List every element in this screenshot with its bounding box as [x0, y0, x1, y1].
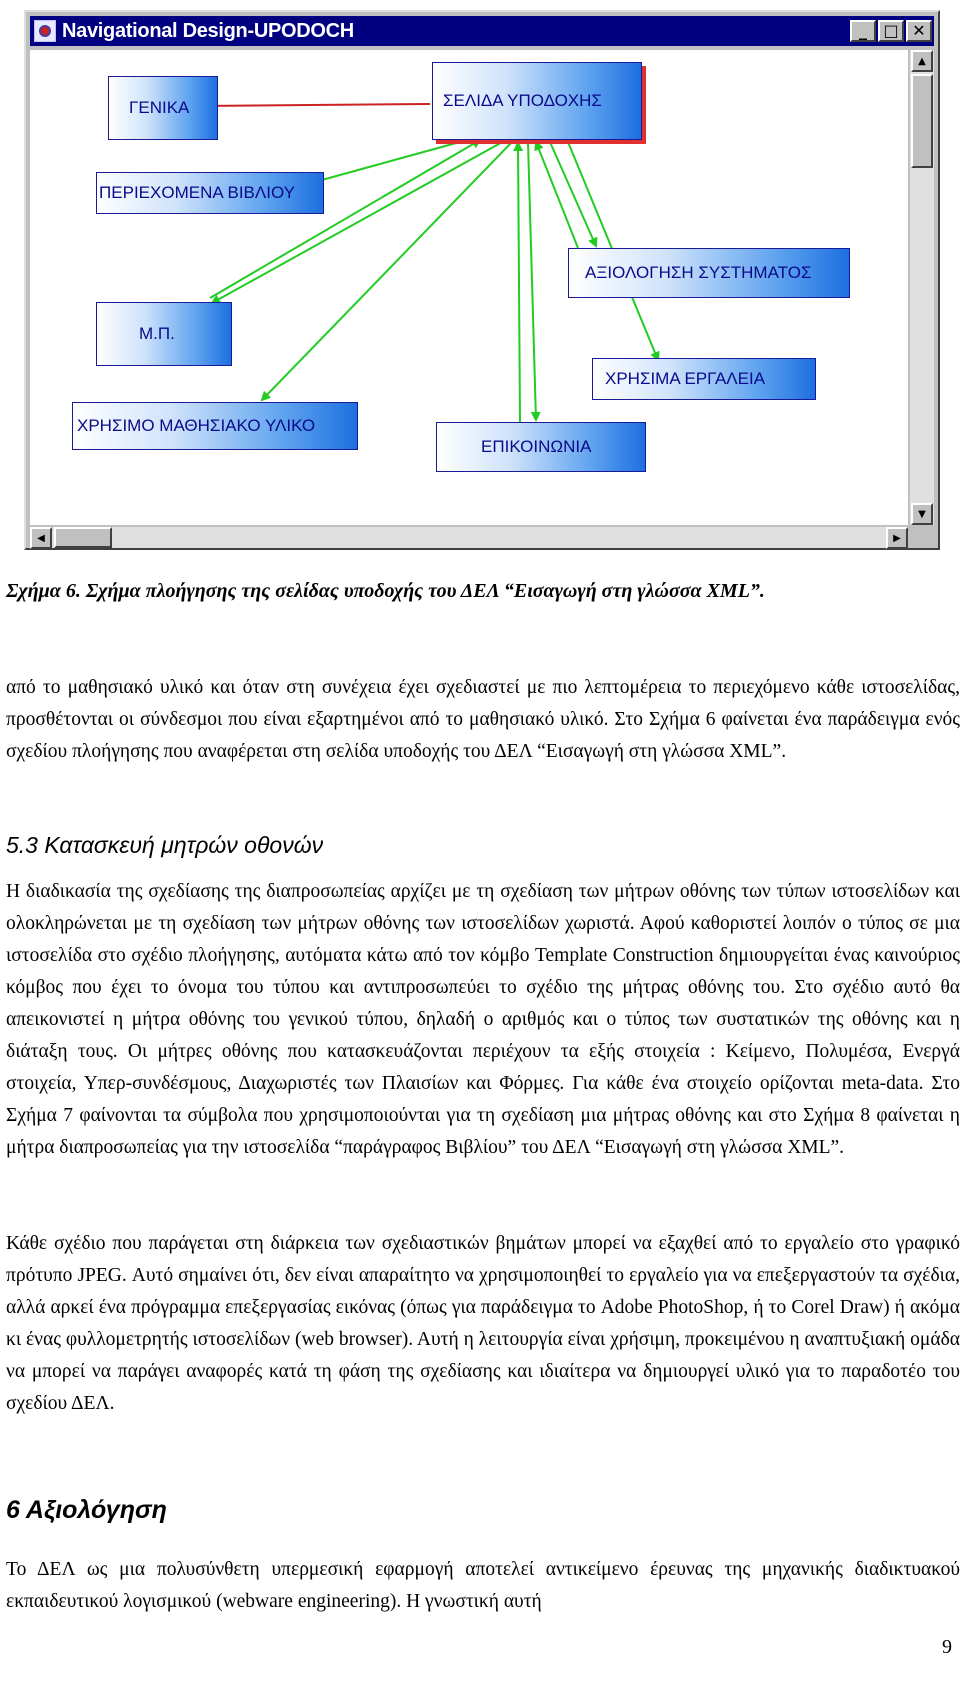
horizontal-scroll-thumb[interactable]: [54, 527, 112, 548]
link-contact-home: [518, 143, 520, 422]
horizontal-scrollbar[interactable]: [30, 527, 908, 548]
link-home-mp: [212, 140, 506, 303]
paragraph-2: [6, 876, 960, 1164]
navigational-design-window: [24, 10, 940, 550]
maximize-button[interactable]: □: [878, 20, 904, 42]
node-mp[interactable]: Μ.Π.: [96, 302, 232, 366]
node-contact[interactable]: ΕΠΙΚΟΙΝΩΝΙΑ: [436, 422, 646, 472]
paragraph-4-text: Το ΔΕΛ ως μια πολυσύνθετη υπερμεσική εφαρμογή αποτελεί αντικείμενο έρευνας της μηχανικής διαδικτυακού εκπαιδευτικού λογισμικού (webware engineering). Η γνωστική αυτή: [6, 1559, 960, 1612]
vertical-scrollbar[interactable]: [910, 50, 934, 525]
node-evaluation[interactable]: ΑΞΙΟΛΟΓΗΣΗ ΣΥΣΤΗΜΑΤΟΣ: [568, 248, 850, 298]
scroll-down-button[interactable]: ▼: [911, 503, 933, 525]
close-button[interactable]: ✕: [906, 20, 932, 42]
scroll-right-button[interactable]: ▶: [886, 527, 908, 549]
window-title: Navigational Design-UPODOCH: [62, 19, 354, 42]
paragraph-4: [6, 1554, 960, 1618]
link-mp-home: [210, 140, 480, 298]
link-home-general: [198, 104, 430, 106]
vertical-scroll-thumb[interactable]: [911, 74, 933, 168]
page-number: 9: [942, 1636, 952, 1658]
window-controls: [850, 20, 932, 42]
node-general[interactable]: ΓΕΝΙΚΑ: [108, 76, 218, 140]
node-contents[interactable]: ΠΕΡΙΕΧΟΜΕΝΑ ΒΙΒΛΙΟΥ: [96, 172, 324, 214]
scroll-left-button[interactable]: ◀: [30, 527, 52, 549]
section-heading: 5.3 Κατασκευή μητρών οθονών: [6, 832, 324, 858]
link-home-contact: [528, 142, 536, 420]
minimize-button[interactable]: _: [850, 20, 876, 42]
node-learning[interactable]: ΧΡΗΣΙΜΟ ΜΑΘΗΣΙΑΚΟ ΥΛΙΚΟ: [72, 402, 358, 450]
chapter-heading: 6 Αξιολόγηση: [6, 1496, 167, 1524]
figure-caption: Σχήμα 6. Σχήμα πλοήγησης της σελίδας υποδοχής του ΔΕΛ “Εισαγωγή στη γλώσσα XML”.: [6, 580, 765, 602]
scroll-up-button[interactable]: ▲: [911, 50, 933, 72]
app-icon: [34, 20, 56, 42]
link-contents-home: [300, 137, 478, 186]
paragraph-3: [6, 1228, 960, 1420]
paragraph-1-text: από το μαθησιακό υλικό και όταν στη συνέχεια έχει σχεδιαστεί με πιο λεπτομέρεια το περιεχόμενο κάθε ιστοσελίδας, προσθέτονται οι σύνδεσμοι που είναι εξαρτημένοι από το μαθησιακό υλικό. Στο Σχήμα 6 φαίνεται ένα παράδειγμα ενός σχεδίου πλοήγησης που αναφέρεται στη σελίδα υποδοχής του ΔΕΛ “Εισαγωγή στη γλώσσα XML”.: [6, 677, 960, 762]
window-titlebar[interactable]: [30, 16, 934, 46]
paragraph-2-text: Η διαδικασία της σχεδίασης της διαπροσωπείας αρχίζει με τη σχεδίαση των μήτρων οθόνης των τύπων ιστοσελίδων και ολοκληρώνεται με τη σχεδίαση των μήτρων οθόνης των ιστοσελίδων χωριστά. Αφού καθοριστεί λοιπόν ο τύπος σε μια ιστοσελίδα στο σχέδιο πλοήγησης, αυτόματα κάτω από τον κόμβο Template Construction δημιουργείται ένας καινούριος κόμβος που έχει το όνομα του τύπου και αντιπροσωπεύει το σχέδιο της μήτρας οθόνης του. Στο σχέδιο αυτό θα απεικονιστεί η μήτρα οθόνης του γενικού τύπου, δηλαδή ο αριθμός και ο τύπος των συστατικών της οθόνης και η διάταξη τους. Οι μήτρες οθόνης που κατασκευάζονται περιέχουν τα εξής στοιχεία : Κείμενο, Πολυμέσα, Ενεργά στοιχεία, Υπερ-συνδέσμους, Διαχωριστές των Πλαισίων και Φόρμες. Για κάθε ένα στοιχείο ορίζονται meta-data. Στο Σχήμα 7 φαίνονται τα σύμβολα που χρησιμοποιούνται για τη σχεδίαση μια μήτρας οθόνης και στο Σχήμα 8 φαίνεται η μήτρα διαπροσωπείας για την ιστοσελίδα “παράγραφος Βιβλίου” του ΔΕΛ “Εισαγωγή στη γλώσσα XML”.: [6, 881, 960, 1158]
diagram-canvas[interactable]: [30, 50, 908, 525]
paragraph-1: [6, 672, 960, 768]
paragraph-3-text: Κάθε σχέδιο που παράγεται στη διάρκεια των σχεδιαστικών βημάτων μπορεί να εξαχθεί από το εργαλείο στο γραφικό πρότυπο JPEG. Αυτό σημαίνει ότι, δεν είναι απαραίτητο να χρησιμοποιηθεί το εργαλείο για να επεξεργαστούν τα σχέδια, αλλά αρκεί ένα πρόγραμμα επεξεργασίας εικόνας (όπως για παράδειγμα το Adobe PhotoShop, ή το Corel Draw) ή ακόμα κι ένας φυλλομετρητής ιστοσελίδων (web browser). Αυτή η λειτουργία είναι χρήσιμη, προκειμένου η αναπτυξιακή ομάδα να μπορεί να παράγει αναφορές κατά τη φάση της σχεδίασης και ιδιαίτερα να δημιουργεί υλικό για το παραδοτέο του σχεδίου ΔΕΛ.: [6, 1233, 960, 1414]
node-home[interactable]: ΣΕΛΙΔΑ ΥΠΟΔΟΧΗΣ: [432, 62, 642, 140]
node-tools[interactable]: ΧΡΗΣΙΜΑ ΕΡΓΑΛΕΙΑ: [592, 358, 816, 400]
